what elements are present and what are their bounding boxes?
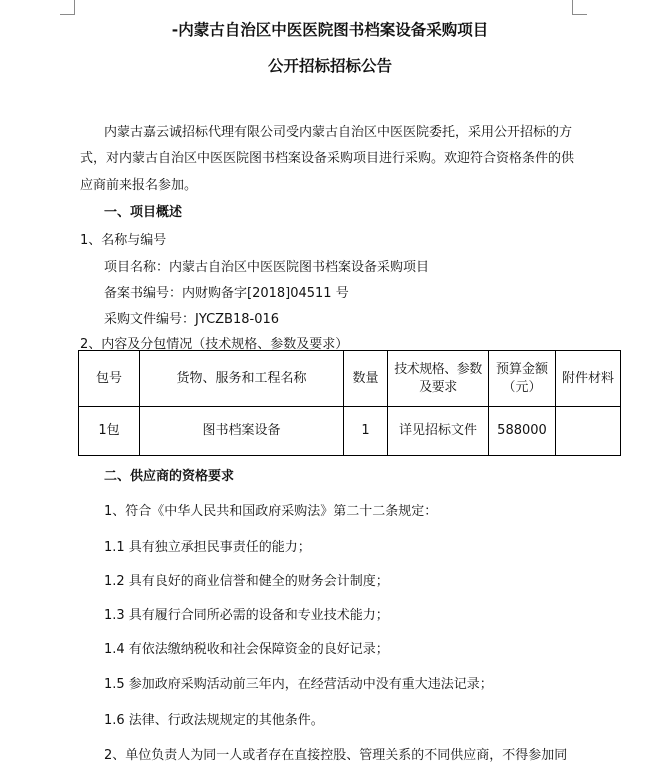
item-content-and-packages: 2、内容及分包情况（技术规格、参数及要求） [80,337,349,352]
cell-quantity: 1 [344,407,388,456]
header-spec-line-2: 及要求 [419,379,457,395]
cell-item-name: 图书档案设备 [140,407,344,456]
requirement-2: 2、单位负责人为同一人或者存在直接控股、管理关系的不同供应商，不得参加同 [104,748,568,763]
header-package-no: 包号 [79,351,140,407]
cell-budget: 588000 [489,407,556,456]
document-title: -内蒙古自治区中医医院图书档案设备采购项目 [171,21,489,39]
item-name-and-number: 1、名称与编号 [80,233,167,248]
intro-line-1: 内蒙古嘉云诚招标代理有限公司受内蒙古自治区中医医院委托，采用公开招标的方 [104,125,573,140]
header-spec-line-1: 技术规格、参数 [394,361,482,377]
procurement-doc-number: 采购文件编号：JYCZB18-016 [104,312,280,327]
page-corner-mark-right [572,0,587,15]
cell-spec: 详见招标文件 [388,407,489,456]
requirement-1: 1、符合《中华人民共和国政府采购法》第二十二条规定： [104,504,438,519]
header-budget [489,351,556,407]
project-name: 项目名称：内蒙古自治区中医医院图书档案设备采购项目 [104,260,430,275]
document-subtitle: 公开招标招标公告 [267,57,392,75]
intro-line-3: 应商前来报名参加。 [80,178,198,193]
header-item-name: 货物、服务和工程名称 [140,351,344,407]
requirement-1-6: 1.6 法律、行政法规规定的其他条件。 [104,713,324,728]
requirement-1-5: 1.5 参加政府采购活动前三年内，在经营活动中没有重大违法记录； [104,677,493,692]
requirement-1-3: 1.3 具有履行合同所必需的设备和专业技术能力； [104,608,389,623]
header-quantity: 数量 [344,351,388,407]
table-header-row [79,351,621,407]
header-attachment: 附件材料 [556,351,621,407]
page-corner-mark-left [60,0,75,15]
requirement-1-2: 1.2 具有良好的商业信誉和健全的财务会计制度； [104,574,389,589]
cell-attachment [556,407,621,456]
requirement-1-4: 1.4 有依法缴纳税收和社会保障资金的良好记录； [104,642,389,657]
record-number: 备案书编号：内财购备字[2018]04511 号 [104,286,349,301]
cell-package-no: 1包 [79,407,140,456]
intro-line-2: 式，对内蒙古自治区中医医院图书档案设备采购项目进行采购。欢迎符合资格条件的供 [80,151,575,166]
header-spec [388,351,489,407]
requirement-1-1: 1.1 具有独立承担民事责任的能力； [104,540,311,555]
package-table [78,350,621,456]
section-heading-qualifications: 二、供应商的资格要求 [104,469,235,484]
header-budget-line-2: （元） [502,379,542,395]
section-heading-overview: 一、项目概述 [104,205,183,220]
header-budget-line-1: 预算金额 [495,361,548,377]
table-row [79,407,621,456]
